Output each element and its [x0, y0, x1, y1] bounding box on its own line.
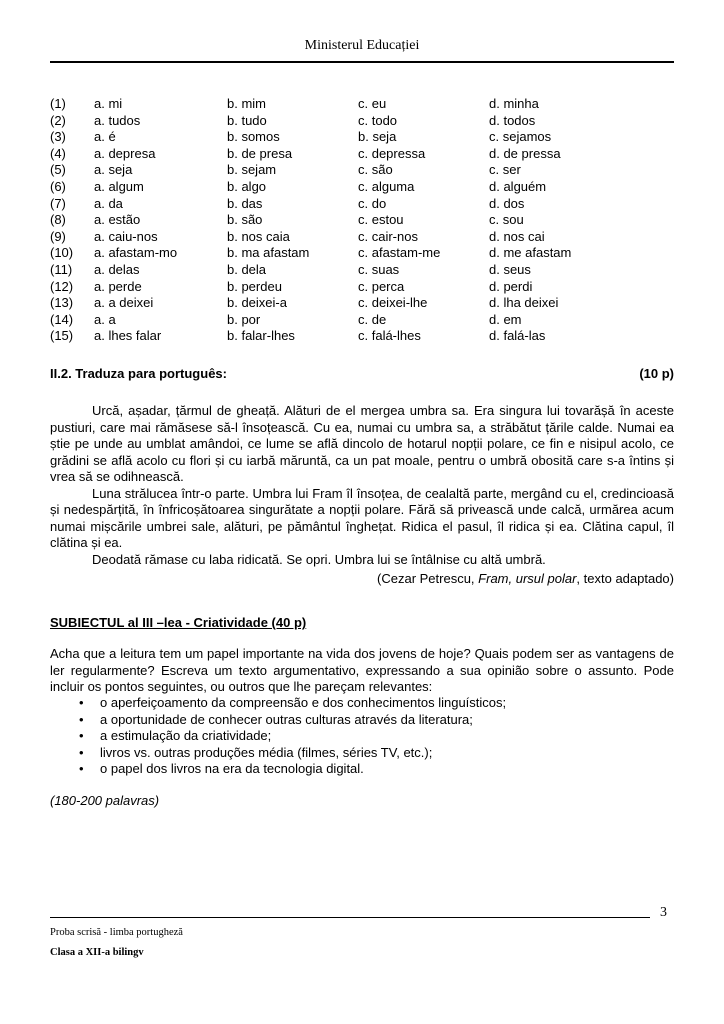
option-choice-a: a. a [94, 311, 116, 327]
option-row [50, 162, 609, 179]
list-item-text: a estimulação da criatividade; [100, 728, 272, 743]
passage-paragraph: Luna strălucea într-o parte. Umbra lui Fram îl însoțea, de cealaltă parte, mergând cu el, credincioasă și nedespărțită, în înfricoșătoarea singurătate a nopții polare. Fără să privească unde calcă, urmărea acum numai mișcările umbrei sale, alături, pe pământul înghețat. Ridica el pasul, îl ridica și ea. Clătina capul, îl clătina și ea. [50, 485, 674, 550]
option-row [50, 295, 609, 312]
option-row [50, 262, 609, 279]
option-choice-d: d. dos [489, 195, 525, 211]
option-number: (9) [50, 228, 66, 244]
option-number: (2) [50, 112, 66, 128]
option-number: (14) [50, 311, 74, 327]
option-choice-d: d. alguém [489, 178, 547, 194]
option-choice-b: b. dela [227, 261, 267, 277]
option-choice-c: c. todo [358, 112, 398, 128]
passage-paragraph: Deodată rămase cu laba ridicată. Se opri. Umbra lui se întâlnise cu altă umbră. [92, 551, 546, 567]
bullet-icon: • [79, 744, 84, 760]
option-row [50, 328, 609, 345]
translation-passage [50, 403, 674, 568]
answer-options-table [50, 96, 609, 345]
list-item [50, 761, 650, 778]
option-choice-a: a. lhes falar [94, 328, 162, 344]
option-number: (7) [50, 195, 66, 211]
option-number: (8) [50, 212, 66, 228]
option-choice-c: b. seja [358, 129, 397, 145]
option-row [50, 96, 609, 113]
word-count-note: (180-200 palavras) [50, 793, 160, 808]
option-row [50, 312, 609, 329]
option-choice-c: c. falá-lhes [358, 328, 421, 344]
option-choice-b: b. mim [227, 96, 266, 111]
option-row [50, 196, 609, 213]
bullet-icon: • [79, 711, 84, 727]
option-number: (6) [50, 178, 66, 194]
option-choice-c: c. do [358, 195, 387, 211]
option-choice-c: c. cair-nos [358, 228, 418, 244]
option-choice-a: a. da [94, 195, 123, 211]
option-choice-a: a. algum [94, 178, 144, 194]
essay-points-list [50, 695, 650, 778]
option-choice-a: a. perde [94, 278, 142, 294]
option-number: (4) [50, 145, 66, 161]
option-choice-b: b. deixei-a [227, 295, 287, 311]
option-choice-a: a. delas [94, 261, 140, 277]
section-iii-heading: SUBIECTUL al III –lea - Criatividade (40 p) [50, 615, 307, 630]
page-header-title: Ministerul Educației [304, 38, 420, 53]
option-choice-c: c. deixei-lhe [358, 295, 428, 311]
option-choice-d: c. ser [489, 162, 521, 178]
option-choice-b: b. nos caia [227, 228, 290, 244]
option-choice-b: b. falar-lhes [227, 328, 295, 344]
citation-note: , texto adaptado) [576, 571, 674, 586]
option-number: (3) [50, 129, 66, 145]
header-rule [50, 61, 674, 63]
bullet-icon: • [79, 695, 84, 710]
option-row [50, 113, 609, 130]
option-choice-d: d. minha [489, 96, 539, 111]
option-row [50, 229, 609, 246]
option-choice-c: c. são [358, 162, 393, 178]
option-choice-d: d. lha deixei [489, 295, 559, 311]
option-choice-d: c. sou [489, 212, 524, 228]
option-choice-b: b. tudo [227, 112, 267, 128]
option-choice-d: d. me afastam [489, 245, 572, 261]
option-choice-a: a. afastam-mo [94, 245, 178, 261]
option-choice-a: a. seja [94, 162, 133, 178]
option-choice-a: a. estão [94, 212, 141, 228]
option-row [50, 146, 609, 163]
list-item-text: livros vs. outras produções média (filmes, séries TV, etc.); [100, 744, 433, 760]
option-choice-d: d. falá-las [489, 328, 546, 344]
option-choice-d: d. de pressa [489, 145, 561, 161]
list-item-text: a oportunidade de conhecer outras culturas através da literatura; [100, 711, 473, 727]
passage-citation [50, 571, 674, 586]
option-choice-c: c. estou [358, 212, 404, 228]
footer-rule [50, 917, 650, 918]
option-number: (15) [50, 328, 74, 344]
page-number: 3 [660, 905, 667, 920]
bullet-icon: • [79, 761, 84, 776]
option-row [50, 212, 609, 229]
passage-paragraph: Urcă, așadar, țărmul de gheață. Alături de el mergea umbra sa. Era singura lui tovarășă în aceste pustiuri, care mai rămăsese să-l însoțească. Cu ea, numai cu umbra sa, a străbătut țările calde. Numai ea știe pe unde au umblat amândoi, ce lume se află dincolo de hotarul nopții polare, ce fin e nisipul acolo, ce grădini se află acolo cu flori și cu iarbă măruntă, ca un pat moale, pentru o umbră obosită care s-a întins și vrea să se odihnească. [50, 403, 674, 484]
option-choice-c: c. depressa [358, 145, 426, 161]
option-choice-b: b. perdeu [227, 278, 282, 294]
section-ii2-title: II.2. Traduza para português: [50, 366, 227, 381]
option-row [50, 129, 609, 146]
option-choice-b: b. são [227, 212, 263, 228]
essay-prompt: Acha que a leitura tem um papel importante na vida dos jovens de hoje? Quais podem ser as vantagens de ler regularmente? Escreva um texto argumentativo, expressando a sua opinião sobre o assunto. Pode incluir os pontos seguintes, ou outros que lhe pareçam relevantes: [50, 646, 674, 694]
option-choice-a: a. caiu-nos [94, 228, 158, 244]
footer-exam-name: Proba scrisă - limba portugheză [50, 927, 183, 938]
option-number: (5) [50, 162, 66, 178]
option-choice-d: c. sejamos [489, 129, 552, 145]
option-number: (11) [50, 261, 73, 277]
option-choice-c: c. afastam-me [358, 245, 441, 261]
list-item [50, 728, 650, 745]
option-choice-a: a. é [94, 129, 116, 145]
list-item [50, 695, 650, 712]
citation-author: (Cezar Petrescu, [377, 571, 479, 586]
option-row [50, 279, 609, 296]
list-item-text: o aperfeiçoamento da compreensão e dos conhecimentos linguísticos; [100, 695, 507, 710]
option-choice-d: d. perdi [489, 278, 533, 294]
list-item [50, 712, 650, 729]
option-choice-d: d. em [489, 311, 522, 327]
section-ii2-points: (10 p) [639, 366, 674, 381]
option-row [50, 179, 609, 196]
section-ii2-heading [50, 366, 674, 381]
option-choice-a: a. tudos [94, 112, 141, 128]
option-number: (10) [50, 245, 74, 261]
option-number: (13) [50, 295, 74, 311]
option-choice-b: b. das [227, 195, 263, 211]
option-choice-b: b. somos [227, 129, 280, 145]
option-choice-c: c. eu [358, 96, 387, 111]
option-choice-b: b. ma afastam [227, 245, 310, 261]
option-choice-c: c. perca [358, 278, 405, 294]
option-choice-a: a. depresa [94, 145, 156, 161]
option-choice-c: c. de [358, 311, 387, 327]
option-number: (12) [50, 278, 74, 294]
option-choice-c: c. suas [358, 261, 400, 277]
option-number: (1) [50, 96, 66, 111]
citation-title: Fram, ursul polar [478, 571, 577, 586]
option-choice-d: d. seus [489, 261, 531, 277]
option-choice-b: b. por [227, 311, 261, 327]
option-choice-a: a. a deixei [94, 295, 154, 311]
list-item [50, 745, 650, 762]
option-choice-d: d. todos [489, 112, 536, 128]
footer-class-name: Clasa a XII-a bilingv [50, 947, 144, 958]
option-choice-b: b. sejam [227, 162, 277, 178]
option-row [50, 245, 609, 262]
option-choice-b: b. algo [227, 178, 267, 194]
list-item-text: o papel dos livros na era da tecnologia digital. [100, 761, 364, 776]
bullet-icon: • [79, 728, 84, 743]
option-choice-d: d. nos cai [489, 228, 545, 244]
option-choice-c: c. alguma [358, 178, 415, 194]
option-choice-b: b. de presa [227, 145, 293, 161]
option-choice-a: a. mi [94, 96, 123, 111]
